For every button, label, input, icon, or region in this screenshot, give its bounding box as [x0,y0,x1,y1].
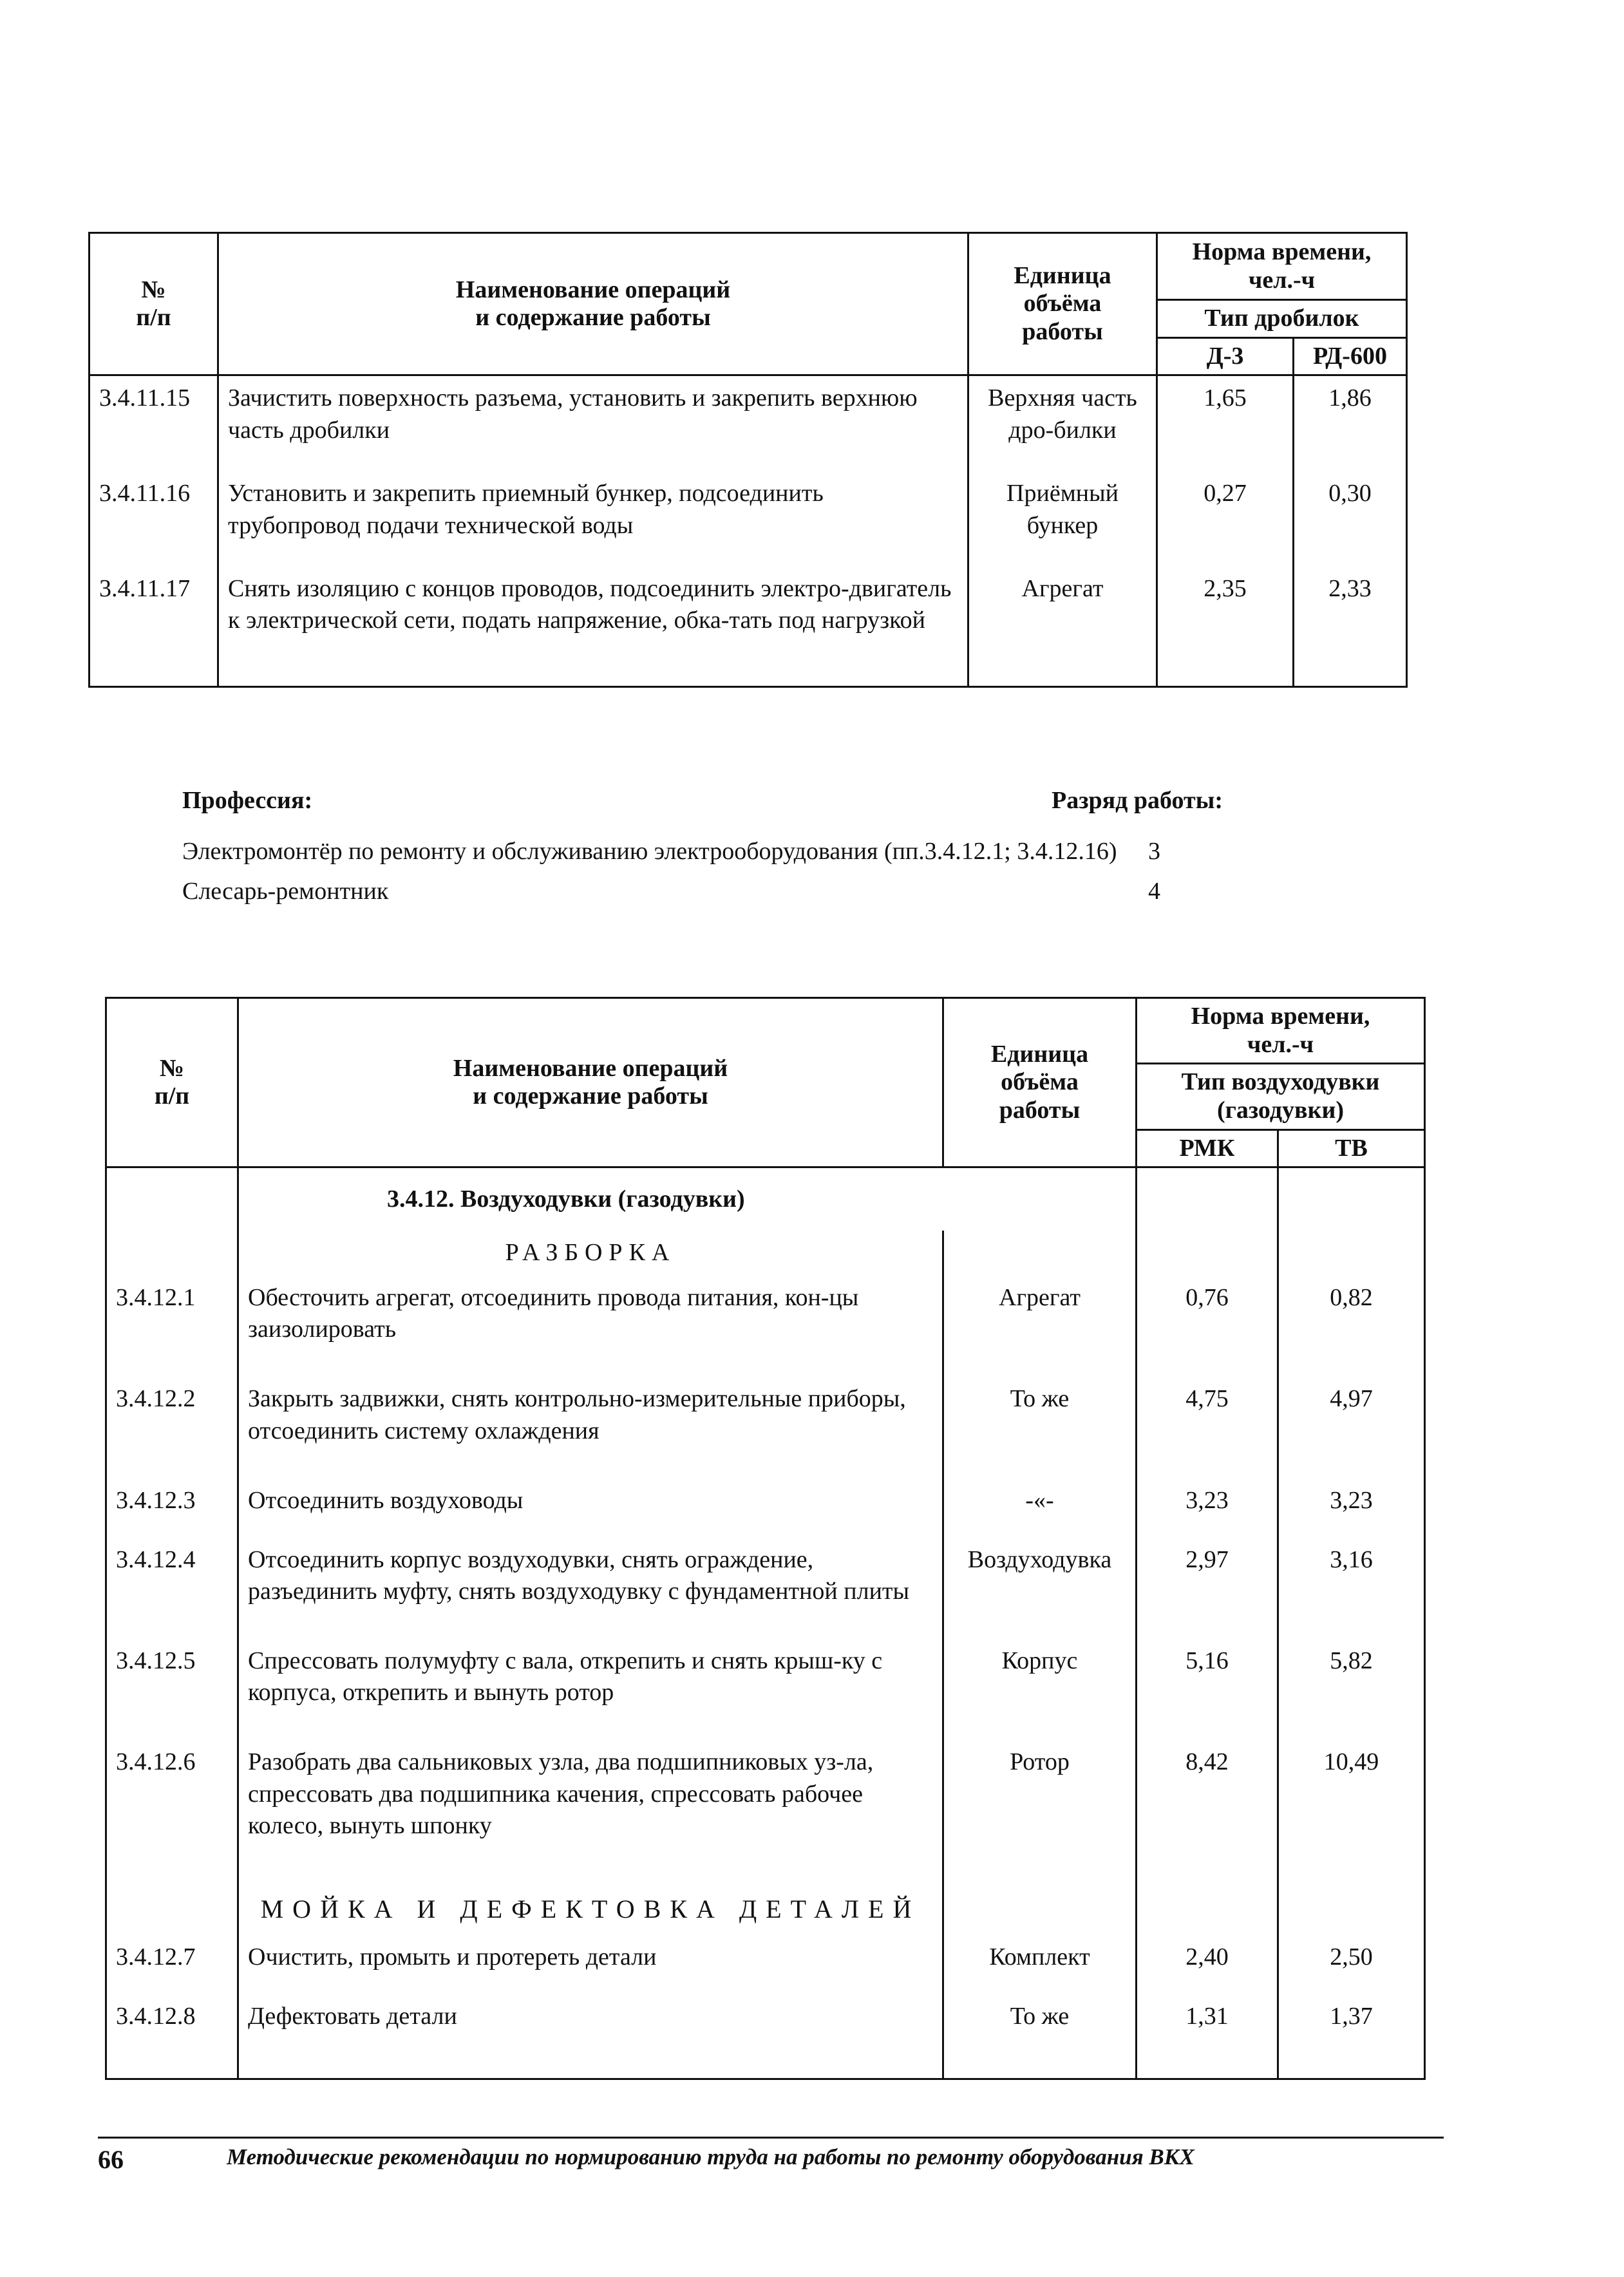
profession-name: Слесарь-ремонтник [182,877,389,905]
norm-value-2: 5,82 [1278,1639,1425,1740]
unit-cell: Агрегат [943,1276,1137,1377]
table-row [106,1639,1425,1740]
norm-value-2: 10,49 [1278,1740,1425,1884]
operation-text: Разобрать два сальниковых узла, два подшипниковых уз-ла, спрессовать два подшипника качения, спрессовать рабочее колесо, вынуть шпонку [238,1740,943,1884]
row-number: 3.4.12.3 [106,1479,238,1538]
norm-value-2: 2,33 [1294,567,1407,661]
section-title: 3.4.12. Воздуходувки (газодувки) [238,1167,1137,1231]
col-header-operation: Наименование операций и содержание работы [238,998,943,1167]
norm-value-1: 8,42 [1137,1740,1278,1884]
col-header-time-norm: Норма времени, чел.-ч [1137,998,1425,1064]
unit-cell: Воздуходувка [943,1538,1137,1639]
norm-value-1: 4,75 [1137,1377,1278,1478]
operation-text: Установить и закрепить приемный бункер, подсоединить трубопровод подачи технической воды [218,471,968,566]
unit-cell: Корпус [943,1639,1137,1740]
norm-value-1: 5,16 [1137,1639,1278,1740]
operation-text: Спрессовать полумуфту с вала, открепить и снять крыш-ку с корпуса, открепить и вынуть ротор [238,1639,943,1740]
row-number: 3.4.11.15 [90,375,218,471]
col-header-blower-type: Тип воздуходувки (газодувки) [1137,1064,1425,1129]
blowers-table [105,997,1426,2080]
operation-text: Дефектовать детали [238,1994,943,2054]
norm-value-1: 2,40 [1137,1935,1278,1994]
col-header-rmk: РМК [1137,1129,1278,1167]
unit-cell: Приёмный бункер [968,471,1157,566]
table-row [106,1935,1425,1994]
row-number: 3.4.11.17 [90,567,218,661]
profession-name: Электромонтёр по ремонту и обслуживанию электрооборудования (пп.3.4.12.1; 3.4.12.16) [182,838,1117,865]
table-row [106,1276,1425,1377]
col-header-operation: Наименование операций и содержание работы [218,233,968,375]
norm-value-2: 0,30 [1294,471,1407,566]
operation-text: Очистить, промыть и протереть детали [238,1935,943,1994]
profession-grade: 3 [1148,838,1160,865]
unit-cell: Комплект [943,1935,1137,1994]
norm-value-1: 1,31 [1137,1994,1278,2054]
norm-value-1: 3,23 [1137,1479,1278,1538]
operation-text: Отсоединить корпус воздуходувки, снять ограждение, разъединить муфту, снять воздуходувку с фундаментной плиты [238,1538,943,1639]
footer-title: Методические рекомендации по нормированию труда на работы по ремонту оборудования ВКХ [227,2144,1194,2169]
col-header-crusher-type: Тип дробилок [1157,300,1407,338]
profession-block [182,784,1316,914]
profession-list [182,835,1316,908]
table-row [106,1538,1425,1639]
norm-value-1: 1,65 [1157,375,1294,471]
norm-value-2: 1,37 [1278,1994,1425,2054]
norm-value-2: 4,97 [1278,1377,1425,1478]
row-number: 3.4.12.2 [106,1377,238,1478]
table-row [90,471,1407,566]
norm-value-2: 0,82 [1278,1276,1425,1377]
col-header-number: № п/п [90,233,218,375]
row-number: 3.4.12.8 [106,1994,238,2054]
table-body [106,1167,1425,2079]
unit-cell: -«- [943,1479,1137,1538]
norm-value-1: 0,76 [1137,1276,1278,1377]
row-number: 3.4.11.16 [90,471,218,566]
table-row [90,567,1407,661]
col-header-unit: Единица объёма работы [943,998,1137,1167]
row-number: 3.4.12.6 [106,1740,238,1884]
row-number: 3.4.12.7 [106,1935,238,1994]
row-number: 3.4.12.4 [106,1538,238,1639]
table-row [90,375,1407,471]
subsection-title-washing: МОЙКА И ДЕФЕКТОВКА ДЕТАЛЕЙ [238,1884,943,1935]
col-header-time-norm: Норма времени, чел.-ч [1157,233,1407,300]
norm-value-1: 0,27 [1157,471,1294,566]
col-header-number: № п/п [106,998,238,1167]
col-header-d3: Д-3 [1157,337,1294,375]
table-row [106,1740,1425,1884]
operation-text: Обесточить агрегат, отсоединить провода питания, кон-цы заизолировать [238,1276,943,1377]
subsection-title-disassembly: РАЗБОРКА [238,1231,943,1276]
norm-value-2: 2,50 [1278,1935,1425,1994]
norm-value-1: 2,97 [1137,1538,1278,1639]
col-header-rd600: РД-600 [1294,337,1407,375]
table-row [106,1479,1425,1538]
profession-label: Профессия: [182,787,313,814]
unit-cell: Верхняя часть дро-билки [968,375,1157,471]
unit-cell: То же [943,1377,1137,1478]
table-row [106,1994,1425,2054]
operation-text: Закрыть задвижки, снять контрольно-измерительные приборы, отсоединить систему охлаждения [238,1377,943,1478]
page-number: 66 [98,2145,124,2174]
norm-value-2: 3,23 [1278,1479,1425,1538]
footer-rule [98,2137,1444,2139]
operation-text: Зачистить поверхность разъема, установить и закрепить верхнюю часть дробилки [218,375,968,471]
grade-label: Разряд работы: [1052,787,1223,814]
operation-text: Снять изоляцию с концов проводов, подсоединить электро-двигатель к электрической сети, подать напряжение, обка-тать под нагрузкой [218,567,968,661]
table-row [106,1377,1425,1478]
unit-cell: Ротор [943,1740,1137,1884]
row-number: 3.4.12.1 [106,1276,238,1377]
unit-cell: То же [943,1994,1137,2054]
col-header-tv: ТВ [1278,1129,1425,1167]
norm-value-2: 1,86 [1294,375,1407,471]
table-body [90,375,1407,687]
crushers-table [88,232,1408,688]
row-number: 3.4.12.5 [106,1639,238,1740]
norm-value-1: 2,35 [1157,567,1294,661]
norm-value-2: 3,16 [1278,1538,1425,1639]
profession-grade: 4 [1148,877,1160,905]
operation-text: Отсоединить воздуховоды [238,1479,943,1538]
unit-cell: Агрегат [968,567,1157,661]
profession-item [182,835,1316,868]
profession-item [182,875,1316,908]
col-header-unit: Единица объёма работы [968,233,1157,375]
